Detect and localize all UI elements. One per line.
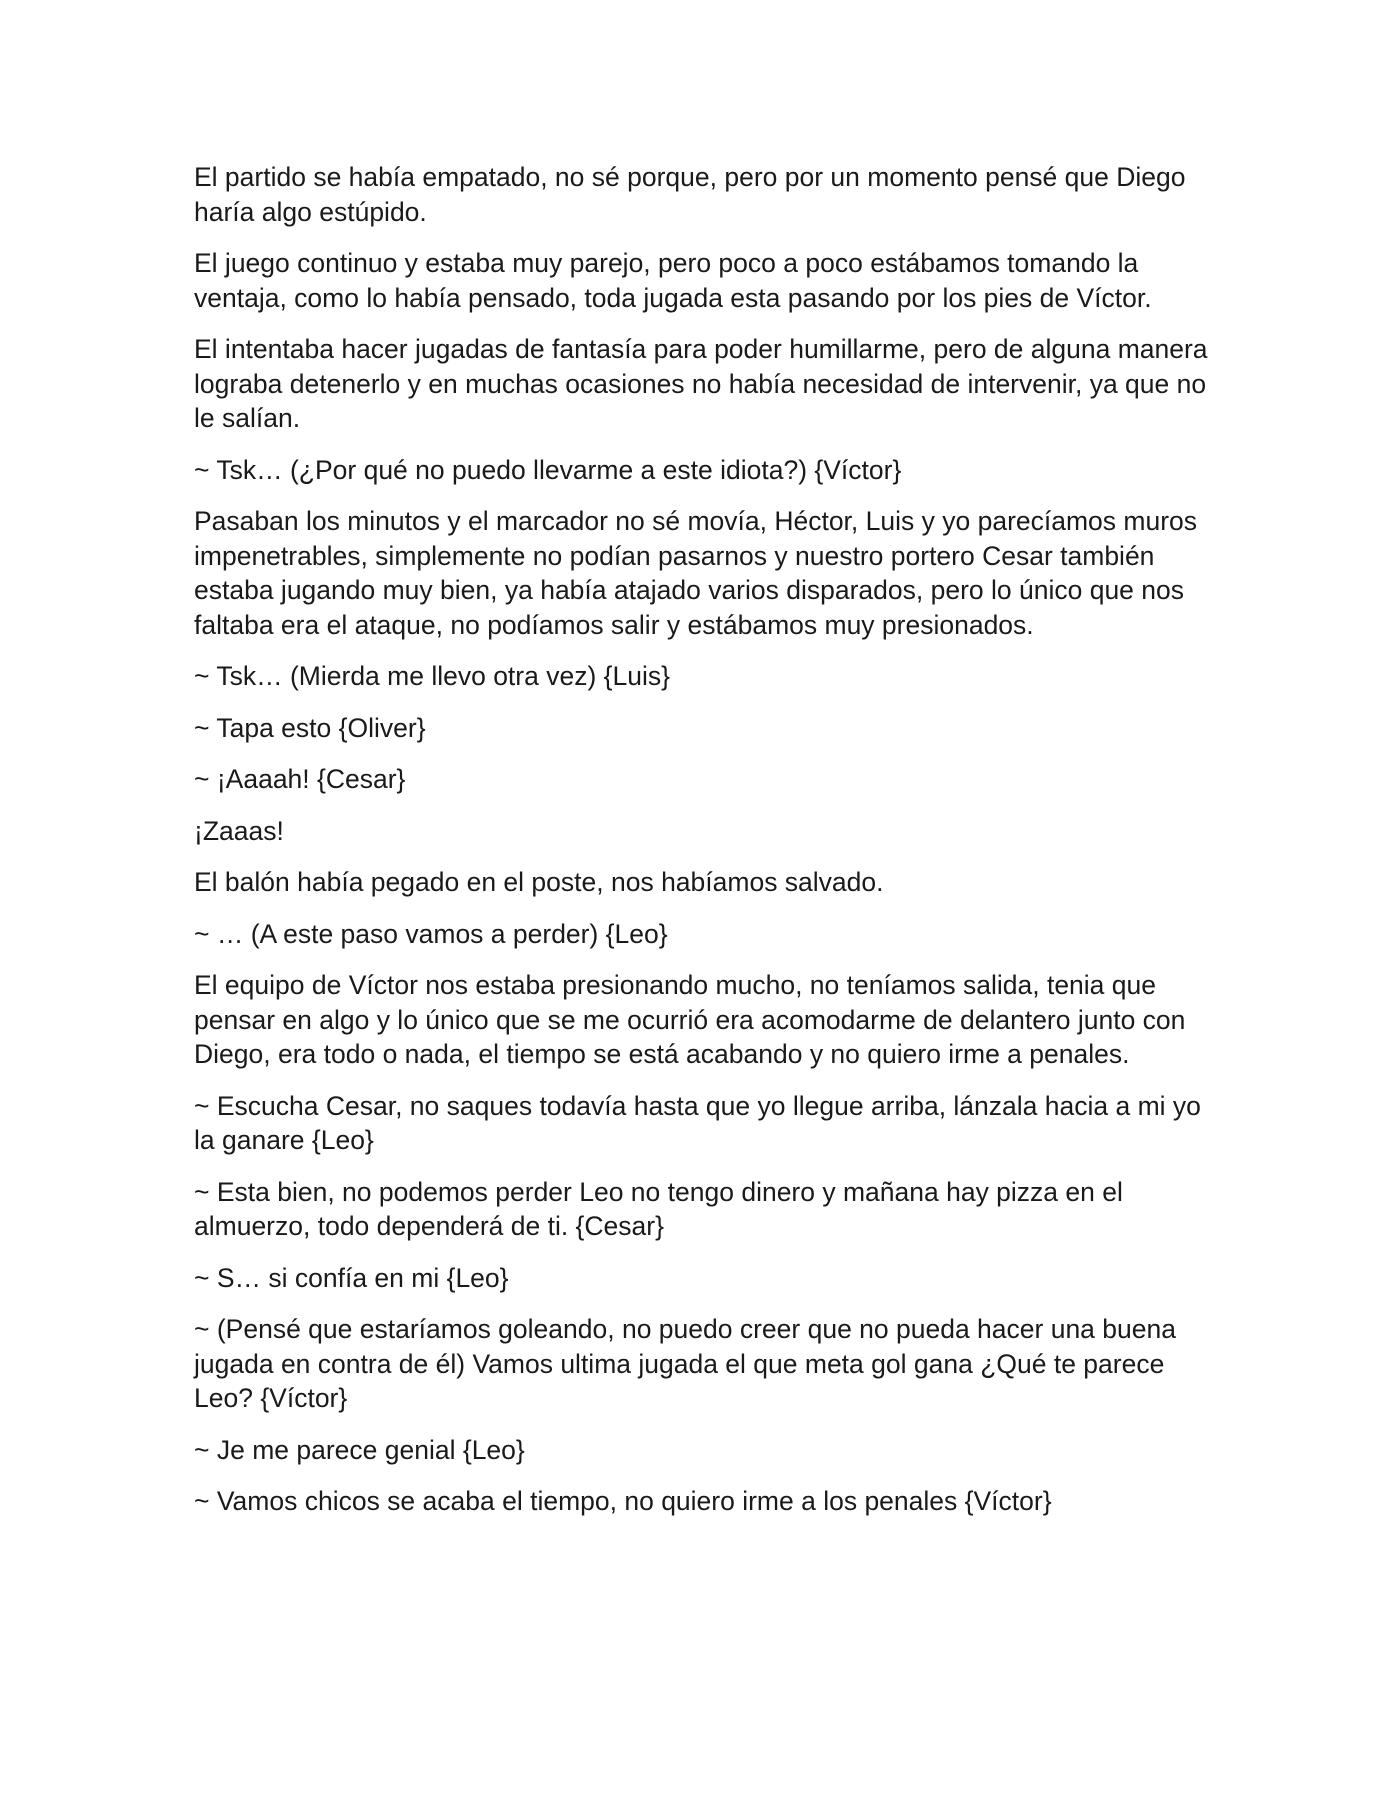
paragraph: El balón había pegado en el poste, nos habíamos salvado. <box>194 867 884 897</box>
paragraph: El intentaba hacer jugadas de fantasía para poder humillarme, pero de alguna manera lograba detenerlo y en muchas ocasiones no había necesidad de intervenir, ya que no le salían. <box>194 334 1208 433</box>
dialogue-line: ~ ¡Aaaah! {Cesar} <box>194 764 406 794</box>
sound-effect: ¡Zaaas! <box>194 815 284 846</box>
paragraph: El juego continuo y estaba muy parejo, pero poco a poco estábamos tomando la ventaja, como lo había pensado, toda jugada esta pasando por los pies de Víctor. <box>194 248 1152 313</box>
dialogue-line: ~ Esta bien, no podemos perder Leo no tengo dinero y mañana hay pizza en el almuerzo, todo dependerá de ti. {Cesar} <box>194 1176 1123 1241</box>
dialogue-line: ~ … (A este paso vamos a perder) {Leo} <box>194 918 668 949</box>
document-body <box>194 160 1214 1536</box>
dialogue-line: ~ Escucha Cesar, no saques todavía hasta que yo llegue arriba, lánzala hacia a mi yo la ganare {Leo} <box>194 1090 1201 1155</box>
paragraph: Pasaban los minutos y el marcador no sé movía, Héctor, Luis y yo parecíamos muros impenetrables, simplemente no podían pasarnos y nuestro portero Cesar también estaba jugando muy bien, ya había atajado varios disparados, pero lo único que nos faltaba era el ataque, no podíamos salir y estábamos muy presionados. <box>194 506 1198 640</box>
paragraph: El equipo de Víctor nos estaba presionando mucho, no teníamos salida, tenia que pensar en algo y lo único que se me ocurrió era acomodarme de delantero junto con Diego, era todo o nada, el tiempo se está acabando y no quiero irme a penales. <box>194 970 1186 1069</box>
dialogue-line: ~ Tsk… (Mierda me llevo otra vez) {Luis} <box>194 661 670 691</box>
dialogue-line: ~ S… si confía en mi {Leo} <box>194 1262 509 1293</box>
dialogue-line: ~ (Pensé que estaríamos goleando, no puedo creer que no pueda hacer una buena jugada en contra de él) Vamos ultima jugada el que meta gol gana ¿Qué te parece Leo? {Víctor} <box>194 1314 1176 1413</box>
dialogue-line: ~ Tapa esto {Oliver} <box>194 712 426 743</box>
dialogue-line: ~ Je me parece genial {Leo} <box>194 1434 525 1465</box>
paragraph: El partido se había empatado, no sé porque, pero por un momento pensé que Diego haría algo estúpido. <box>194 162 1186 227</box>
dialogue-line: ~ Tsk… (¿Por qué no puedo llevarme a este idiota?) {Víctor} <box>194 454 902 485</box>
dialogue-line: ~ Vamos chicos se acaba el tiempo, no quiero irme a los penales {Víctor} <box>194 1486 1052 1516</box>
